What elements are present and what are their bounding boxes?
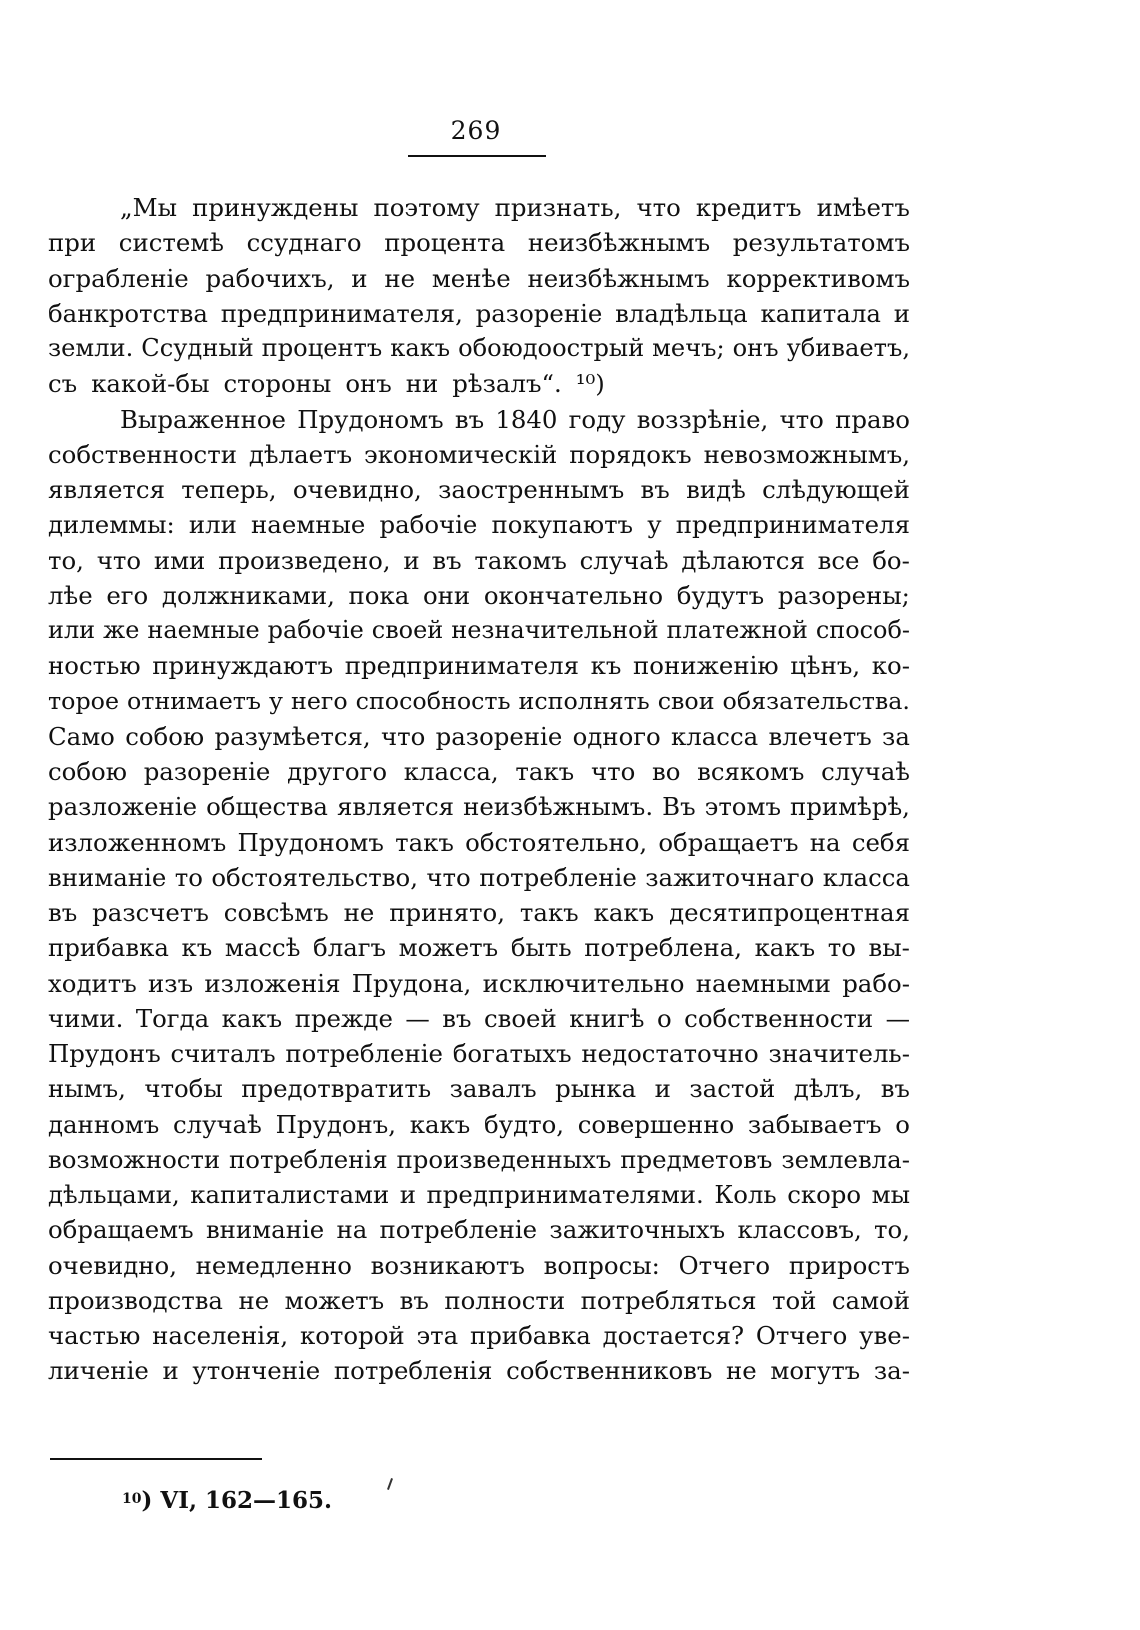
text-line: данномъ случаѣ Прудонъ, какъ будто, совершенно забываетъ о bbox=[48, 1109, 910, 1139]
text-line: въ разсчетъ совсѣмъ не принято, такъ какъ десятипроцентная bbox=[48, 898, 910, 927]
text-line: возможности потребленія произведенныхъ предметовъ землевла- bbox=[48, 1144, 910, 1174]
text-line: собственности дѣлаетъ экономическій порядокъ невозможнымъ, bbox=[48, 439, 910, 469]
text-line: чими. Тогда какъ прежде — въ своей книгѣ о собственности — bbox=[48, 1003, 910, 1033]
text-line: ходитъ изъ изложенія Прудона, исключительно наемными рабо- bbox=[48, 968, 910, 998]
text-line: прибавка къ массѣ благъ можетъ быть потреблена, какъ то вы- bbox=[48, 933, 910, 963]
text-line: или же наемные рабочіе своей незначительной платежной способ- bbox=[48, 616, 910, 644]
footnote bbox=[122, 1486, 332, 1516]
text-line: съ какой-бы стороны онъ ни рѣзалъ“. ¹⁰) bbox=[48, 369, 605, 399]
text-line: Само собою разумѣется, что разореніе одного класса влечетъ за bbox=[48, 721, 910, 751]
text-line: то, что ими произведено, и въ такомъ случаѣ дѣлаются все бо- bbox=[48, 545, 910, 575]
text-line: „Мы принуждены поэтому признать, что кредитъ имѣетъ bbox=[120, 193, 910, 222]
text-line: нымъ, чтобы предотвратить завалъ рынка и застой дѣлъ, въ bbox=[48, 1074, 910, 1104]
body-text bbox=[48, 190, 910, 1389]
footnote-text: ) VI, 162—165. bbox=[141, 1487, 333, 1514]
text-line: частью населенія, которой эта прибавка достается? Отчего уве- bbox=[48, 1321, 910, 1350]
text-line: Прудонъ считалъ потребленіе богатыхъ недостаточно значитель- bbox=[48, 1039, 910, 1068]
text-line: при системѣ ссуднаго процента неизбѣжнымъ результатомъ bbox=[48, 228, 910, 258]
text-line: обращаемъ вниманіе на потребленіе зажиточныхъ классовъ, то, bbox=[48, 1215, 910, 1245]
text-line: разложеніе общества является неизбѣжнымъ. Въ этомъ примѣрѣ, bbox=[48, 792, 910, 822]
text-line: ограбленіе рабочихъ, и не менѣе неизбѣжнымъ коррективомъ bbox=[48, 263, 910, 293]
text-line: очевидно, немедленно возникаютъ вопросы: Отчего приростъ bbox=[48, 1250, 910, 1280]
text-line: производства не можетъ въ полности потребляться той самой bbox=[48, 1285, 910, 1315]
text-line: является теперь, очевидно, заостреннымъ въ видѣ слѣдующей bbox=[48, 475, 910, 504]
print-speck bbox=[387, 1478, 393, 1490]
text-line: собою разореніе другого класса, такъ что во всякомъ случаѣ bbox=[48, 757, 910, 786]
text-line: личеніе и утонченіе потребленія собственниковъ не могутъ за- bbox=[48, 1356, 910, 1386]
footnote-marker: 10 bbox=[122, 1491, 142, 1507]
text-line: банкротства предпринимателя, разореніе владѣльца капитала и bbox=[48, 298, 910, 328]
text-line: Выраженное Прудономъ въ 1840 году воззрѣніе, что право bbox=[120, 404, 910, 434]
text-line: вниманіе то обстоятельство, что потребленіе зажиточнаго класса bbox=[48, 862, 910, 892]
text-line: лѣе его должниками, пока они окончательно будутъ разорены; bbox=[48, 580, 910, 610]
text-line: изложенномъ Прудономъ такъ обстоятельно, обращаетъ на себя bbox=[48, 827, 910, 857]
text-line: земли. Ссудный процентъ какъ обоюдоострый мечъ; онъ убиваетъ, bbox=[48, 334, 910, 362]
footnote-rule bbox=[50, 1458, 262, 1460]
text-line: дилеммы: или наемные рабочіе покупаютъ у предпринимателя bbox=[48, 510, 910, 540]
text-line: торое отнимаетъ у него способность исполнять свои обязательства. bbox=[48, 686, 910, 715]
page-number: 269 bbox=[450, 116, 502, 145]
text-line: ностью принуждаютъ предпринимателя къ пониженію цѣнъ, ко- bbox=[48, 651, 910, 681]
page-number-rule bbox=[408, 155, 546, 157]
text-line: дѣльцами, капиталистами и предпринимателями. Коль скоро мы bbox=[48, 1180, 910, 1209]
